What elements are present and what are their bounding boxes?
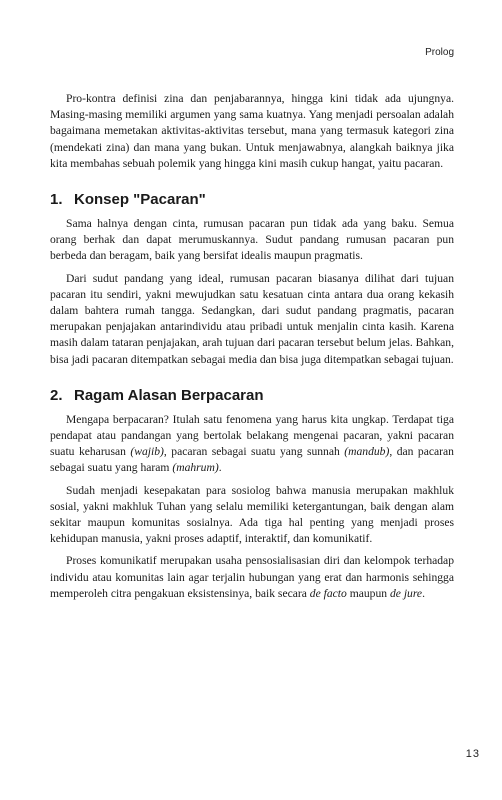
page-number: 13 (465, 748, 480, 760)
term-mahrum: (mahrum) (172, 461, 219, 475)
term-de-jure: de jure (389, 586, 423, 600)
section-title-1: Konsep "Pacaran" (74, 191, 206, 209)
section-title-2: Ragam Alasan Berpacaran (74, 386, 264, 404)
term-mandub: (mandub) (344, 445, 390, 459)
text-run: . (422, 586, 425, 600)
text-run: Mengapa berpacaran? Itulah satu fenomena yang harus kita ungkap. Terdapat tiga pendapat atau pandangan yang bertolak belakang mengenai pacaran, yakni pacaran suatu keharusan (50, 412, 454, 459)
term-wajib: (wajib) (130, 445, 164, 459)
section-number-2: 2. (50, 386, 63, 404)
text-run: maupun (346, 586, 390, 600)
section-number-1: 1. (50, 191, 63, 209)
text-run: , dan pacaran sebagai suatu yang haram (50, 445, 454, 475)
text-run: Proses komunikatif merupakan usaha pensosialisasian diri dan kelompok terhadap individu atau komunitas lain agar terjalin hubungan yang erat dan harmonis sehingga memperoleh citra pengakuan eksistensinya, baik secara (50, 554, 454, 600)
intro-paragraph: Pro-kontra definisi zina dan penjabarannya, hingga kini tidak ada ujungnya. Masing-masing memiliki argumen yang sama kuatnya. Yang menjadi persoalan adalah bagaimana memetakan aktivitas-aktivitas tersebut, mana yang termasuk kategori zina (mendekati zina) dan mana yang bukan. Untuk menjawabnya, alangkah baiknya jika kita membahas sebuah polemik yang hingga kini masih cukup hangat, yaitu pacaran. (50, 92, 454, 170)
section2-paragraph-3 (50, 553, 454, 602)
text-run: , pacaran sebagai suatu yang sunnah (163, 445, 345, 459)
section2-paragraph-1 (50, 412, 454, 477)
term-de-facto: de facto (309, 586, 347, 600)
section2-paragraph-2: Sudah menjadi kesepakatan para sosiolog bahwa manusia merupakan makhluk sosial, yakni makhluk Tuhan yang selalu memiliki ketergantungan, baik dengan alam sekitar maupun komunitas sosialnya. Ada tiga hal penting yang menjadi proses kehidupan manusia, yakni proses adaptif, interaktif, dan komunikatif. (50, 483, 454, 546)
section1-paragraph-1: Sama halnya dengan cinta, rumusan pacaran pun tidak ada yang baku. Semua orang berhak dan dapat merumuskannya. Sudut pandang rumusan pacaran pun berbeda dan beragam, baik yang bersifat idealis maupun pragmatis. (50, 217, 454, 263)
text-run: . (218, 461, 222, 475)
section1-paragraph-2: Dari sudut pandang yang ideal, rumusan pacaran biasanya dilihat dari tujuan pacaran itu sendiri, yakni mewujudkan satu kesatuan cinta antara dua orang kekasih dalam bahtera rumah tangga. Sedangkan, dari sudut pandang pragmatis, pacaran merupakan penjajakan antarindividu atau pribadi untuk menjalin cinta kasih. Karena masih dalam tataran penjajakan, arah tujuan dari pacaran tersebut belum jelas. Bahkan, bisa jadi pacaran ditempatkan sebagai media dan bisa juga ditempatkan sebagai tujuan. (50, 271, 454, 366)
section-heading-1 (50, 190, 454, 210)
running-head: Prolog (425, 47, 454, 58)
section-heading-2 (50, 386, 454, 406)
page-body (50, 91, 454, 608)
